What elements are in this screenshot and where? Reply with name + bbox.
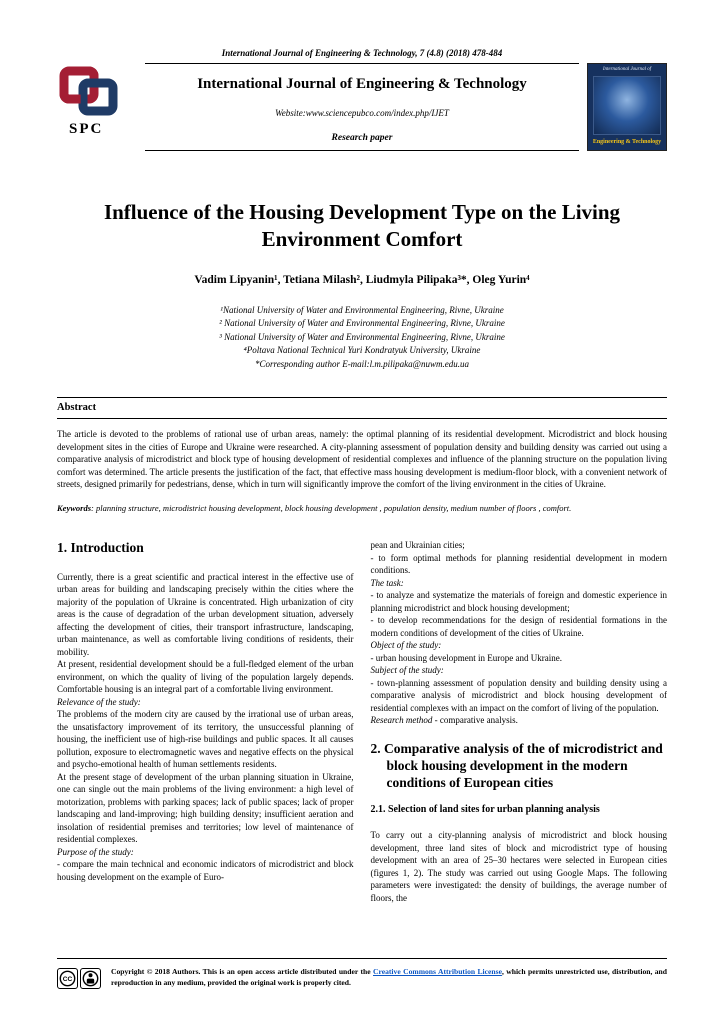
paragraph: - urban housing development in Europe and Ukraine. [370,652,562,663]
affiliation-2: ² National University of Water and Environmental Engineering, Rivne, Ukraine [219,318,505,329]
affiliation-1: ¹National University of Water and Environmental Engineering, Rivne, Ukraine [220,304,504,315]
cc-by-license-icon [57,966,101,994]
research-method-text: - comparative analysis. [432,715,518,726]
abstract-heading: Abstract [57,402,97,414]
copyright-text-after-link: , which permits unrestricted use, distribution, and reproduction in any medium, provided the original work is properly cited. [111,967,667,988]
copyright-footer [57,958,667,994]
research-method-label: Research method [370,715,433,726]
left-column [57,539,354,904]
article-body [57,539,667,904]
paragraph: - town-planning assessment of population density and building density using a comparative analysis of microdistrict and block housing development of residential complexes with an impact on the comfort of living of the population. [370,677,667,713]
paragraph: At the present stage of development of the urban planning situation in Ukraine, one can single out the main problems of the living environment: a high level of motorization, problems with parking spaces; lack of public spaces; lack of proper landscaping and land-improving; high building density; insufficient aeration and insolation of residential premises and territories; low level of maintenance of residential complexes. [57,771,354,845]
keywords-line [57,503,667,513]
corresponding-author-email: *Corresponding author E-mail:l.m.pilipaka@nuwm.edu.ua [255,358,469,369]
cover-title-top: International Journal of [602,67,652,72]
task-label: The task: [370,577,404,588]
affiliation-3: ³ National University of Water and Environmental Engineering, Rivne, Ukraine [219,331,505,342]
paragraph: - to form optimal methods for planning residential development in modern conditions. [370,552,667,576]
abstract-section [57,397,667,513]
subsection-heading-land-sites: 2.1. Selection of land sites for urban planning analysis [370,804,600,816]
journal-cover-thumbnail [587,63,667,151]
object-label: Object of the study: [370,640,442,651]
copyright-text [111,966,667,989]
purpose-label: Purpose of the study: [57,846,134,857]
paragraph: To carry out a city-planning analysis of microdistrict and block housing development, three land sites of block and microdistrict type of housing development with an area of 25–30 hectares were selected in European cities (figures 1, 2). The study was carried out using Google Maps. The following parameters were investigated: the density of buildings, the average number of floors, the [370,830,667,903]
paragraph: - compare the main technical and economic indicators of microdistrict and block housing development on the example of Euro- [57,859,354,882]
copyright-text-before-link: Copyright © 2018 Authors. This is an open access article distributed under the [111,967,373,976]
research-method-line [371,714,668,727]
paragraph: pean and Ukrainian cities; [370,540,465,551]
cover-artwork [593,76,661,135]
publisher-logo [57,63,137,151]
section-heading-comparative-analysis: 2. Comparative analysis of the of microdistrict and block housing development in the modern conditions of European cities [370,740,663,791]
paragraph: The problems of the modern city are caused by the irrational use of urban areas, the unsatisfactory improvement of its territory, the unsuccessful planning of housing, the inefficient use of high-rise buildings and public spaces. It all causes pollution, exposure to electromagnetic waves and negative effects on the physical and psycho-emotional health of human settlements residents. [57,709,354,770]
journal-title: International Journal of Engineering & Technology [197,76,527,92]
affiliation-4: ⁴Poltava National Technical Yuri Kondratyuk University, Ukraine [243,345,481,356]
paper-type-label: Research paper [331,133,393,143]
publisher-logo-text: SPC [69,121,104,137]
keywords-text: : planning structure, microdistrict housing development, block housing development , population density, medium number of floors , comfort. [91,503,572,514]
authors-line: Vadim Lipyanin¹, Tetiana Milash², Liudmyla Pilipaka³*, Oleg Yurin⁴ [194,273,530,286]
creative-commons-license-link[interactable]: Creative Commons Attribution License [373,967,502,976]
cover-title-bottom: Engineering & Technology [592,138,662,145]
paragraph: - to analyze and systematize the materials of foreign and domestic experience in planning microdistrict and block housing development; [370,590,667,613]
journal-masthead [57,63,667,151]
spc-logo-icon [57,65,119,119]
right-column [371,539,668,904]
relevance-label: Relevance of the study: [57,696,141,707]
section-heading-introduction: 1. Introduction [57,540,144,556]
paragraph: At present, residential development should be a full-fledged element of the urban environment, on which the quality of living of the population largely depends. Comfortable housing is an integral part of a comfortable living environment. [57,659,354,695]
paragraph: Currently, there is a great scientific and practical interest in the effective use of urban areas for building and landscaping precisely within the cities where the majority of the population of Ukraine is concentrated. High urbanization of city areas is the cause of degradation of the urban development situation, adversely affecting the development of cities, their transport infrastructure, landscaping, urban maintenance, as well as comfortable living conditions of residents, their mobility. [57,571,354,657]
masthead-center [145,63,579,151]
journal-website: Website:www.sciencepubco.com/index.php/IJET [275,108,449,118]
article-title: Influence of the Housing Development Type on the Living Environment Comfort [103,200,621,252]
paragraph: - to develop recommendations for the design of residential formations in the modern conditions of development of the cities of Ukraine. [370,615,667,638]
svg-text:CC: CC [62,976,73,983]
affiliations [57,304,667,372]
journal-citation: International Journal of Engineering & Technology, 7 (4.8) (2018) 478-484 [221,48,503,58]
abstract-text: The article is devoted to the problems of rational use of urban areas, namely: the optimal planning of its residential development. Microdistrict and block housing development sites in the cities of Europe and Ukraine were researched. A city-planning assessment of population density and building density was carried out using a comparative analysis of microdistrict and block type of housing development of residential complexes and influence of the planning structure on the population living comfort was determined. The article presents the justification of the fact, that effective mass housing development is medium-floor block, with a convenient network of streets, designed primarily for pedestrians, dense, which in turn will significantly improve the comfort of the living environment in the cities of Ukraine. [57,429,667,490]
subject-label: Subject of the study: [370,665,444,676]
keywords-label: Keywords [57,503,91,514]
